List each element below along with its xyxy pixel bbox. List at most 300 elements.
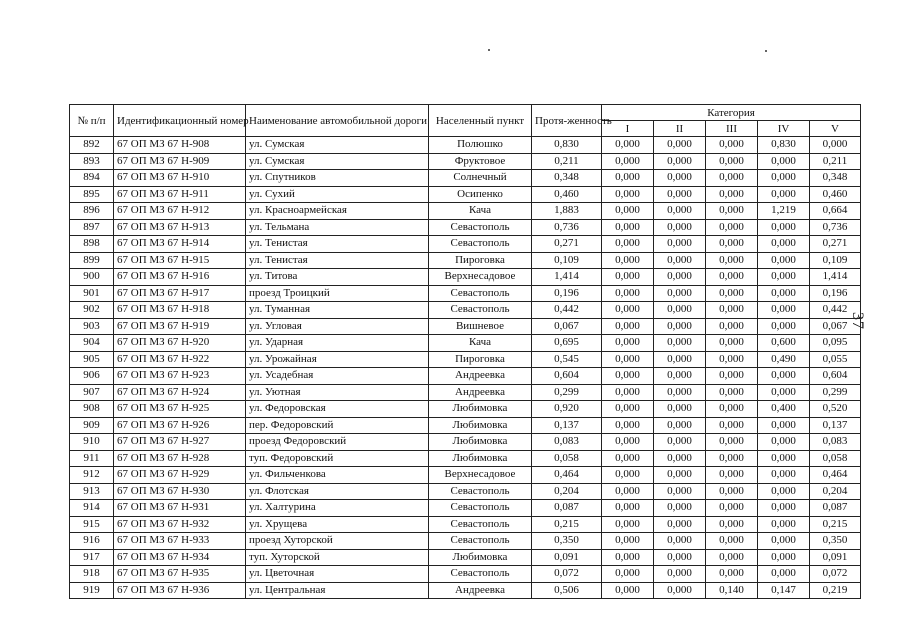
header-category-1: I bbox=[602, 121, 654, 137]
table-row bbox=[70, 566, 861, 583]
table-row bbox=[70, 186, 861, 203]
header-category-4: IV bbox=[758, 121, 810, 137]
cell-category-2: 0,000 bbox=[654, 236, 706, 253]
cell-num: 914 bbox=[70, 500, 114, 517]
cell-place: Полюшко bbox=[429, 137, 532, 154]
cell-category-5: 0,271 bbox=[810, 236, 861, 253]
cell-category-5: 0,196 bbox=[810, 285, 861, 302]
cell-road-name: ул. Красноармейская bbox=[246, 203, 429, 220]
cell-num: 895 bbox=[70, 186, 114, 203]
cell-id: 67 ОП МЗ 67 Н-933 bbox=[114, 533, 246, 550]
cell-num: 905 bbox=[70, 351, 114, 368]
cell-category-4: 0,147 bbox=[758, 582, 810, 599]
cell-category-1: 0,000 bbox=[602, 566, 654, 583]
header-category: Категория bbox=[602, 105, 861, 121]
cell-category-2: 0,000 bbox=[654, 483, 706, 500]
cell-num: 911 bbox=[70, 450, 114, 467]
cell-num: 900 bbox=[70, 269, 114, 286]
cell-place: Севастополь bbox=[429, 483, 532, 500]
cell-road-name: ул. Туманная bbox=[246, 302, 429, 319]
cell-category-4: 0,000 bbox=[758, 417, 810, 434]
cell-category-1: 0,000 bbox=[602, 434, 654, 451]
table-row bbox=[70, 500, 861, 517]
cell-length: 0,695 bbox=[532, 335, 602, 352]
cell-id: 67 ОП МЗ 67 Н-914 bbox=[114, 236, 246, 253]
cell-category-3: 0,000 bbox=[706, 368, 758, 385]
cell-category-1: 0,000 bbox=[602, 203, 654, 220]
cell-category-2: 0,000 bbox=[654, 335, 706, 352]
cell-road-name: проезд Федоровский bbox=[246, 434, 429, 451]
cell-category-5: 0,211 bbox=[810, 153, 861, 170]
cell-place: Севастополь bbox=[429, 285, 532, 302]
cell-category-5: 0,460 bbox=[810, 186, 861, 203]
cell-category-4: 0,000 bbox=[758, 302, 810, 319]
cell-category-1: 0,000 bbox=[602, 137, 654, 154]
cell-category-5: 0,109 bbox=[810, 252, 861, 269]
table-row bbox=[70, 582, 861, 599]
cell-place: Любимовка bbox=[429, 549, 532, 566]
cell-length: 0,350 bbox=[532, 533, 602, 550]
cell-place: Севастополь bbox=[429, 302, 532, 319]
cell-category-4: 0,000 bbox=[758, 533, 810, 550]
cell-category-2: 0,000 bbox=[654, 285, 706, 302]
cell-category-2: 0,000 bbox=[654, 203, 706, 220]
cell-category-2: 0,000 bbox=[654, 500, 706, 517]
cell-place: Вишневое bbox=[429, 318, 532, 335]
cell-road-name: ул. Сумская bbox=[246, 137, 429, 154]
cell-id: 67 ОП МЗ 67 Н-908 bbox=[114, 137, 246, 154]
table-row bbox=[70, 302, 861, 319]
table-row bbox=[70, 252, 861, 269]
cell-road-name: ул. Титова bbox=[246, 269, 429, 286]
cell-length: 0,545 bbox=[532, 351, 602, 368]
table-row bbox=[70, 219, 861, 236]
cell-category-3: 0,000 bbox=[706, 302, 758, 319]
cell-category-3: 0,000 bbox=[706, 186, 758, 203]
cell-place: Осипенко bbox=[429, 186, 532, 203]
table-row bbox=[70, 384, 861, 401]
cell-category-1: 0,000 bbox=[602, 351, 654, 368]
cell-length: 0,109 bbox=[532, 252, 602, 269]
cell-category-2: 0,000 bbox=[654, 401, 706, 418]
cell-category-2: 0,000 bbox=[654, 368, 706, 385]
cell-place: Севастополь bbox=[429, 219, 532, 236]
cell-category-4: 0,000 bbox=[758, 384, 810, 401]
cell-length: 0,058 bbox=[532, 450, 602, 467]
cell-place: Андреевка bbox=[429, 582, 532, 599]
cell-num: 910 bbox=[70, 434, 114, 451]
cell-category-1: 0,000 bbox=[602, 368, 654, 385]
cell-num: 918 bbox=[70, 566, 114, 583]
cell-id: 67 ОП МЗ 67 Н-922 bbox=[114, 351, 246, 368]
header-num: № п/п bbox=[70, 105, 114, 137]
cell-num: 917 bbox=[70, 549, 114, 566]
cell-category-5: 0,087 bbox=[810, 500, 861, 517]
cell-num: 897 bbox=[70, 219, 114, 236]
cell-category-1: 0,000 bbox=[602, 236, 654, 253]
cell-category-2: 0,000 bbox=[654, 318, 706, 335]
cell-category-4: 0,000 bbox=[758, 467, 810, 484]
cell-id: 67 ОП МЗ 67 Н-927 bbox=[114, 434, 246, 451]
cell-num: 916 bbox=[70, 533, 114, 550]
cell-num: 892 bbox=[70, 137, 114, 154]
cell-length: 0,087 bbox=[532, 500, 602, 517]
cell-place: Любимовка bbox=[429, 450, 532, 467]
cell-id: 67 ОП МЗ 67 Н-923 bbox=[114, 368, 246, 385]
cell-num: 894 bbox=[70, 170, 114, 187]
cell-road-name: ул. Фильченкова bbox=[246, 467, 429, 484]
cell-length: 0,067 bbox=[532, 318, 602, 335]
cell-id: 67 ОП МЗ 67 Н-909 bbox=[114, 153, 246, 170]
cell-category-1: 0,000 bbox=[602, 500, 654, 517]
cell-road-name: проезд Троицкий bbox=[246, 285, 429, 302]
header-id: Идентификационный номер bbox=[114, 105, 246, 137]
cell-place: Андреевка bbox=[429, 368, 532, 385]
cell-category-1: 0,000 bbox=[602, 450, 654, 467]
cell-category-2: 0,000 bbox=[654, 351, 706, 368]
cell-num: 896 bbox=[70, 203, 114, 220]
cell-place: Севастополь bbox=[429, 516, 532, 533]
table-body bbox=[70, 137, 861, 599]
cell-category-4: 0,000 bbox=[758, 483, 810, 500]
cell-category-3: 0,000 bbox=[706, 153, 758, 170]
cell-category-2: 0,000 bbox=[654, 582, 706, 599]
cell-id: 67 ОП МЗ 67 Н-917 bbox=[114, 285, 246, 302]
cell-id: 67 ОП МЗ 67 Н-928 bbox=[114, 450, 246, 467]
header-length: Протя-женность bbox=[532, 105, 602, 137]
cell-id: 67 ОП МЗ 67 Н-919 bbox=[114, 318, 246, 335]
cell-length: 0,604 bbox=[532, 368, 602, 385]
cell-category-3: 0,000 bbox=[706, 137, 758, 154]
cell-category-2: 0,000 bbox=[654, 269, 706, 286]
cell-category-5: 0,736 bbox=[810, 219, 861, 236]
cell-road-name: ул. Центральная bbox=[246, 582, 429, 599]
cell-category-2: 0,000 bbox=[654, 533, 706, 550]
cell-place: Фруктовое bbox=[429, 153, 532, 170]
cell-category-1: 0,000 bbox=[602, 285, 654, 302]
cell-category-5: 0,055 bbox=[810, 351, 861, 368]
table-row bbox=[70, 335, 861, 352]
cell-num: 906 bbox=[70, 368, 114, 385]
cell-category-1: 0,000 bbox=[602, 252, 654, 269]
cell-category-4: 0,490 bbox=[758, 351, 810, 368]
cell-length: 0,083 bbox=[532, 434, 602, 451]
table-row bbox=[70, 401, 861, 418]
cell-place: Пироговка bbox=[429, 252, 532, 269]
cell-id: 67 ОП МЗ 67 Н-926 bbox=[114, 417, 246, 434]
cell-category-4: 0,000 bbox=[758, 285, 810, 302]
cell-place: Любимовка bbox=[429, 434, 532, 451]
cell-category-2: 0,000 bbox=[654, 186, 706, 203]
table-row bbox=[70, 351, 861, 368]
cell-category-2: 0,000 bbox=[654, 516, 706, 533]
road-register-table bbox=[69, 104, 861, 599]
table-row bbox=[70, 137, 861, 154]
cell-category-2: 0,000 bbox=[654, 252, 706, 269]
cell-category-2: 0,000 bbox=[654, 417, 706, 434]
cell-length: 0,196 bbox=[532, 285, 602, 302]
cell-category-4: 0,000 bbox=[758, 252, 810, 269]
cell-category-1: 0,000 bbox=[602, 483, 654, 500]
cell-place: Любимовка bbox=[429, 417, 532, 434]
cell-num: 902 bbox=[70, 302, 114, 319]
cell-category-5: 0,215 bbox=[810, 516, 861, 533]
cell-place: Севастополь bbox=[429, 500, 532, 517]
cell-category-3: 0,000 bbox=[706, 434, 758, 451]
cell-category-4: 0,000 bbox=[758, 153, 810, 170]
cell-place: Кача bbox=[429, 335, 532, 352]
cell-category-1: 0,000 bbox=[602, 186, 654, 203]
table-row bbox=[70, 434, 861, 451]
header-category-3: III bbox=[706, 121, 758, 137]
cell-category-3: 0,000 bbox=[706, 335, 758, 352]
cell-id: 67 ОП МЗ 67 Н-931 bbox=[114, 500, 246, 517]
table-row bbox=[70, 549, 861, 566]
cell-place: Севастополь bbox=[429, 566, 532, 583]
cell-num: 899 bbox=[70, 252, 114, 269]
cell-num: 919 bbox=[70, 582, 114, 599]
cell-id: 67 ОП МЗ 67 Н-913 bbox=[114, 219, 246, 236]
cell-category-5: 0,000 bbox=[810, 137, 861, 154]
cell-category-1: 0,000 bbox=[602, 318, 654, 335]
cell-category-1: 0,000 bbox=[602, 417, 654, 434]
cell-category-5: 0,058 bbox=[810, 450, 861, 467]
cell-category-1: 0,000 bbox=[602, 335, 654, 352]
cell-category-5: 0,204 bbox=[810, 483, 861, 500]
cell-place: Кача bbox=[429, 203, 532, 220]
table-row bbox=[70, 483, 861, 500]
table-row bbox=[70, 285, 861, 302]
cell-length: 0,072 bbox=[532, 566, 602, 583]
cell-length: 0,211 bbox=[532, 153, 602, 170]
cell-place: Пироговка bbox=[429, 351, 532, 368]
cell-category-1: 0,000 bbox=[602, 516, 654, 533]
cell-road-name: ул. Тельмана bbox=[246, 219, 429, 236]
cell-length: 0,736 bbox=[532, 219, 602, 236]
cell-id: 67 ОП МЗ 67 Н-932 bbox=[114, 516, 246, 533]
cell-category-3: 0,000 bbox=[706, 351, 758, 368]
table-row bbox=[70, 153, 861, 170]
cell-category-4: 0,000 bbox=[758, 500, 810, 517]
cell-road-name: туп. Хуторской bbox=[246, 549, 429, 566]
cell-category-5: 0,464 bbox=[810, 467, 861, 484]
cell-category-4: 0,830 bbox=[758, 137, 810, 154]
cell-id: 67 ОП МЗ 67 Н-935 bbox=[114, 566, 246, 583]
cell-category-3: 0,000 bbox=[706, 483, 758, 500]
cell-category-1: 0,000 bbox=[602, 269, 654, 286]
cell-place: Андреевка bbox=[429, 384, 532, 401]
cell-num: 907 bbox=[70, 384, 114, 401]
table-row bbox=[70, 236, 861, 253]
cell-length: 0,442 bbox=[532, 302, 602, 319]
cell-category-3: 0,000 bbox=[706, 566, 758, 583]
cell-id: 67 ОП МЗ 67 Н-910 bbox=[114, 170, 246, 187]
cell-category-3: 0,000 bbox=[706, 219, 758, 236]
cell-place: Солнечный bbox=[429, 170, 532, 187]
cell-category-5: 0,348 bbox=[810, 170, 861, 187]
cell-category-5: 1,414 bbox=[810, 269, 861, 286]
cell-category-3: 0,000 bbox=[706, 401, 758, 418]
table-row bbox=[70, 170, 861, 187]
cell-road-name: ул. Сумская bbox=[246, 153, 429, 170]
cell-category-3: 0,000 bbox=[706, 549, 758, 566]
cell-category-3: 0,000 bbox=[706, 318, 758, 335]
cell-num: 909 bbox=[70, 417, 114, 434]
header-category-5: V bbox=[810, 121, 861, 137]
cell-category-2: 0,000 bbox=[654, 434, 706, 451]
cell-category-3: 0,000 bbox=[706, 252, 758, 269]
cell-length: 1,414 bbox=[532, 269, 602, 286]
cell-num: 908 bbox=[70, 401, 114, 418]
scan-speck bbox=[765, 50, 767, 52]
cell-length: 0,215 bbox=[532, 516, 602, 533]
cell-category-4: 1,219 bbox=[758, 203, 810, 220]
cell-category-5: 0,520 bbox=[810, 401, 861, 418]
cell-category-3: 0,000 bbox=[706, 516, 758, 533]
cell-num: 901 bbox=[70, 285, 114, 302]
cell-category-3: 0,000 bbox=[706, 384, 758, 401]
cell-category-3: 0,000 bbox=[706, 236, 758, 253]
cell-category-2: 0,000 bbox=[654, 467, 706, 484]
table-row bbox=[70, 516, 861, 533]
cell-category-3: 0,000 bbox=[706, 285, 758, 302]
table-row bbox=[70, 450, 861, 467]
header-place: Населенный пункт bbox=[429, 105, 532, 137]
cell-category-5: 0,095 bbox=[810, 335, 861, 352]
cell-category-3: 0,140 bbox=[706, 582, 758, 599]
cell-num: 893 bbox=[70, 153, 114, 170]
cell-category-1: 0,000 bbox=[602, 533, 654, 550]
cell-place: Верхнесадовое bbox=[429, 467, 532, 484]
cell-category-2: 0,000 bbox=[654, 153, 706, 170]
cell-category-4: 0,000 bbox=[758, 186, 810, 203]
cell-road-name: ул. Сухий bbox=[246, 186, 429, 203]
cell-id: 67 ОП МЗ 67 Н-929 bbox=[114, 467, 246, 484]
cell-length: 0,137 bbox=[532, 417, 602, 434]
cell-road-name: ул. Флотская bbox=[246, 483, 429, 500]
cell-category-2: 0,000 bbox=[654, 170, 706, 187]
cell-category-3: 0,000 bbox=[706, 533, 758, 550]
scan-speck bbox=[488, 49, 490, 51]
cell-id: 67 ОП МЗ 67 Н-925 bbox=[114, 401, 246, 418]
cell-category-1: 0,000 bbox=[602, 549, 654, 566]
cell-category-4: 0,000 bbox=[758, 516, 810, 533]
cell-category-1: 0,000 bbox=[602, 170, 654, 187]
cell-road-name: туп. Федоровский bbox=[246, 450, 429, 467]
cell-length: 0,299 bbox=[532, 384, 602, 401]
header-name: Наименование автомобильной дороги bbox=[246, 105, 429, 137]
cell-category-3: 0,000 bbox=[706, 269, 758, 286]
cell-id: 67 ОП МЗ 67 Н-916 bbox=[114, 269, 246, 286]
cell-num: 912 bbox=[70, 467, 114, 484]
cell-road-name: пер. Федоровский bbox=[246, 417, 429, 434]
cell-length: 0,920 bbox=[532, 401, 602, 418]
cell-length: 0,091 bbox=[532, 549, 602, 566]
cell-id: 67 ОП МЗ 67 Н-912 bbox=[114, 203, 246, 220]
cell-length: 0,271 bbox=[532, 236, 602, 253]
cell-length: 0,464 bbox=[532, 467, 602, 484]
cell-place: Любимовка bbox=[429, 401, 532, 418]
cell-id: 67 ОП МЗ 67 Н-936 bbox=[114, 582, 246, 599]
cell-road-name: ул. Спутников bbox=[246, 170, 429, 187]
page-number: 37 bbox=[849, 312, 866, 330]
cell-category-2: 0,000 bbox=[654, 384, 706, 401]
table-row bbox=[70, 533, 861, 550]
cell-category-5: 0,299 bbox=[810, 384, 861, 401]
cell-category-5: 0,604 bbox=[810, 368, 861, 385]
cell-num: 904 bbox=[70, 335, 114, 352]
cell-category-1: 0,000 bbox=[602, 153, 654, 170]
cell-category-5: 0,664 bbox=[810, 203, 861, 220]
cell-category-2: 0,000 bbox=[654, 549, 706, 566]
cell-id: 67 ОП МЗ 67 Н-924 bbox=[114, 384, 246, 401]
table-row bbox=[70, 203, 861, 220]
cell-length: 0,204 bbox=[532, 483, 602, 500]
cell-id: 67 ОП МЗ 67 Н-915 bbox=[114, 252, 246, 269]
cell-road-name: ул. Халтурина bbox=[246, 500, 429, 517]
cell-length: 0,460 bbox=[532, 186, 602, 203]
cell-category-4: 0,400 bbox=[758, 401, 810, 418]
cell-road-name: ул. Ударная bbox=[246, 335, 429, 352]
cell-length: 0,830 bbox=[532, 137, 602, 154]
cell-road-name: проезд Хуторской bbox=[246, 533, 429, 550]
cell-road-name: ул. Угловая bbox=[246, 318, 429, 335]
cell-length: 0,506 bbox=[532, 582, 602, 599]
cell-id: 67 ОП МЗ 67 Н-930 bbox=[114, 483, 246, 500]
cell-category-3: 0,000 bbox=[706, 467, 758, 484]
cell-id: 67 ОП МЗ 67 Н-934 bbox=[114, 549, 246, 566]
cell-category-4: 0,000 bbox=[758, 318, 810, 335]
cell-id: 67 ОП МЗ 67 Н-918 bbox=[114, 302, 246, 319]
cell-category-5: 0,350 bbox=[810, 533, 861, 550]
table-row bbox=[70, 368, 861, 385]
cell-category-5: 0,067 bbox=[810, 318, 861, 335]
cell-category-5: 0,219 bbox=[810, 582, 861, 599]
cell-road-name: ул. Цветочная bbox=[246, 566, 429, 583]
cell-category-3: 0,000 bbox=[706, 500, 758, 517]
cell-category-1: 0,000 bbox=[602, 384, 654, 401]
cell-place: Верхнесадовое bbox=[429, 269, 532, 286]
cell-length: 0,348 bbox=[532, 170, 602, 187]
cell-id: 67 ОП МЗ 67 Н-911 bbox=[114, 186, 246, 203]
cell-num: 903 bbox=[70, 318, 114, 335]
cell-category-4: 0,000 bbox=[758, 170, 810, 187]
cell-category-1: 0,000 bbox=[602, 467, 654, 484]
cell-num: 915 bbox=[70, 516, 114, 533]
cell-road-name: ул. Тенистая bbox=[246, 252, 429, 269]
cell-category-3: 0,000 bbox=[706, 170, 758, 187]
cell-category-4: 0,000 bbox=[758, 549, 810, 566]
cell-category-1: 0,000 bbox=[602, 582, 654, 599]
cell-category-4: 0,000 bbox=[758, 434, 810, 451]
cell-road-name: ул. Тенистая bbox=[246, 236, 429, 253]
table-row bbox=[70, 417, 861, 434]
cell-category-4: 0,000 bbox=[758, 269, 810, 286]
cell-category-4: 0,000 bbox=[758, 450, 810, 467]
cell-road-name: ул. Федоровская bbox=[246, 401, 429, 418]
cell-place: Севастополь bbox=[429, 236, 532, 253]
cell-num: 913 bbox=[70, 483, 114, 500]
cell-category-1: 0,000 bbox=[602, 302, 654, 319]
cell-category-5: 0,072 bbox=[810, 566, 861, 583]
cell-id: 67 ОП МЗ 67 Н-920 bbox=[114, 335, 246, 352]
cell-road-name: ул. Урожайная bbox=[246, 351, 429, 368]
cell-category-4: 0,000 bbox=[758, 368, 810, 385]
cell-category-4: 0,000 bbox=[758, 219, 810, 236]
cell-category-4: 0,000 bbox=[758, 236, 810, 253]
cell-category-2: 0,000 bbox=[654, 566, 706, 583]
table-row bbox=[70, 318, 861, 335]
